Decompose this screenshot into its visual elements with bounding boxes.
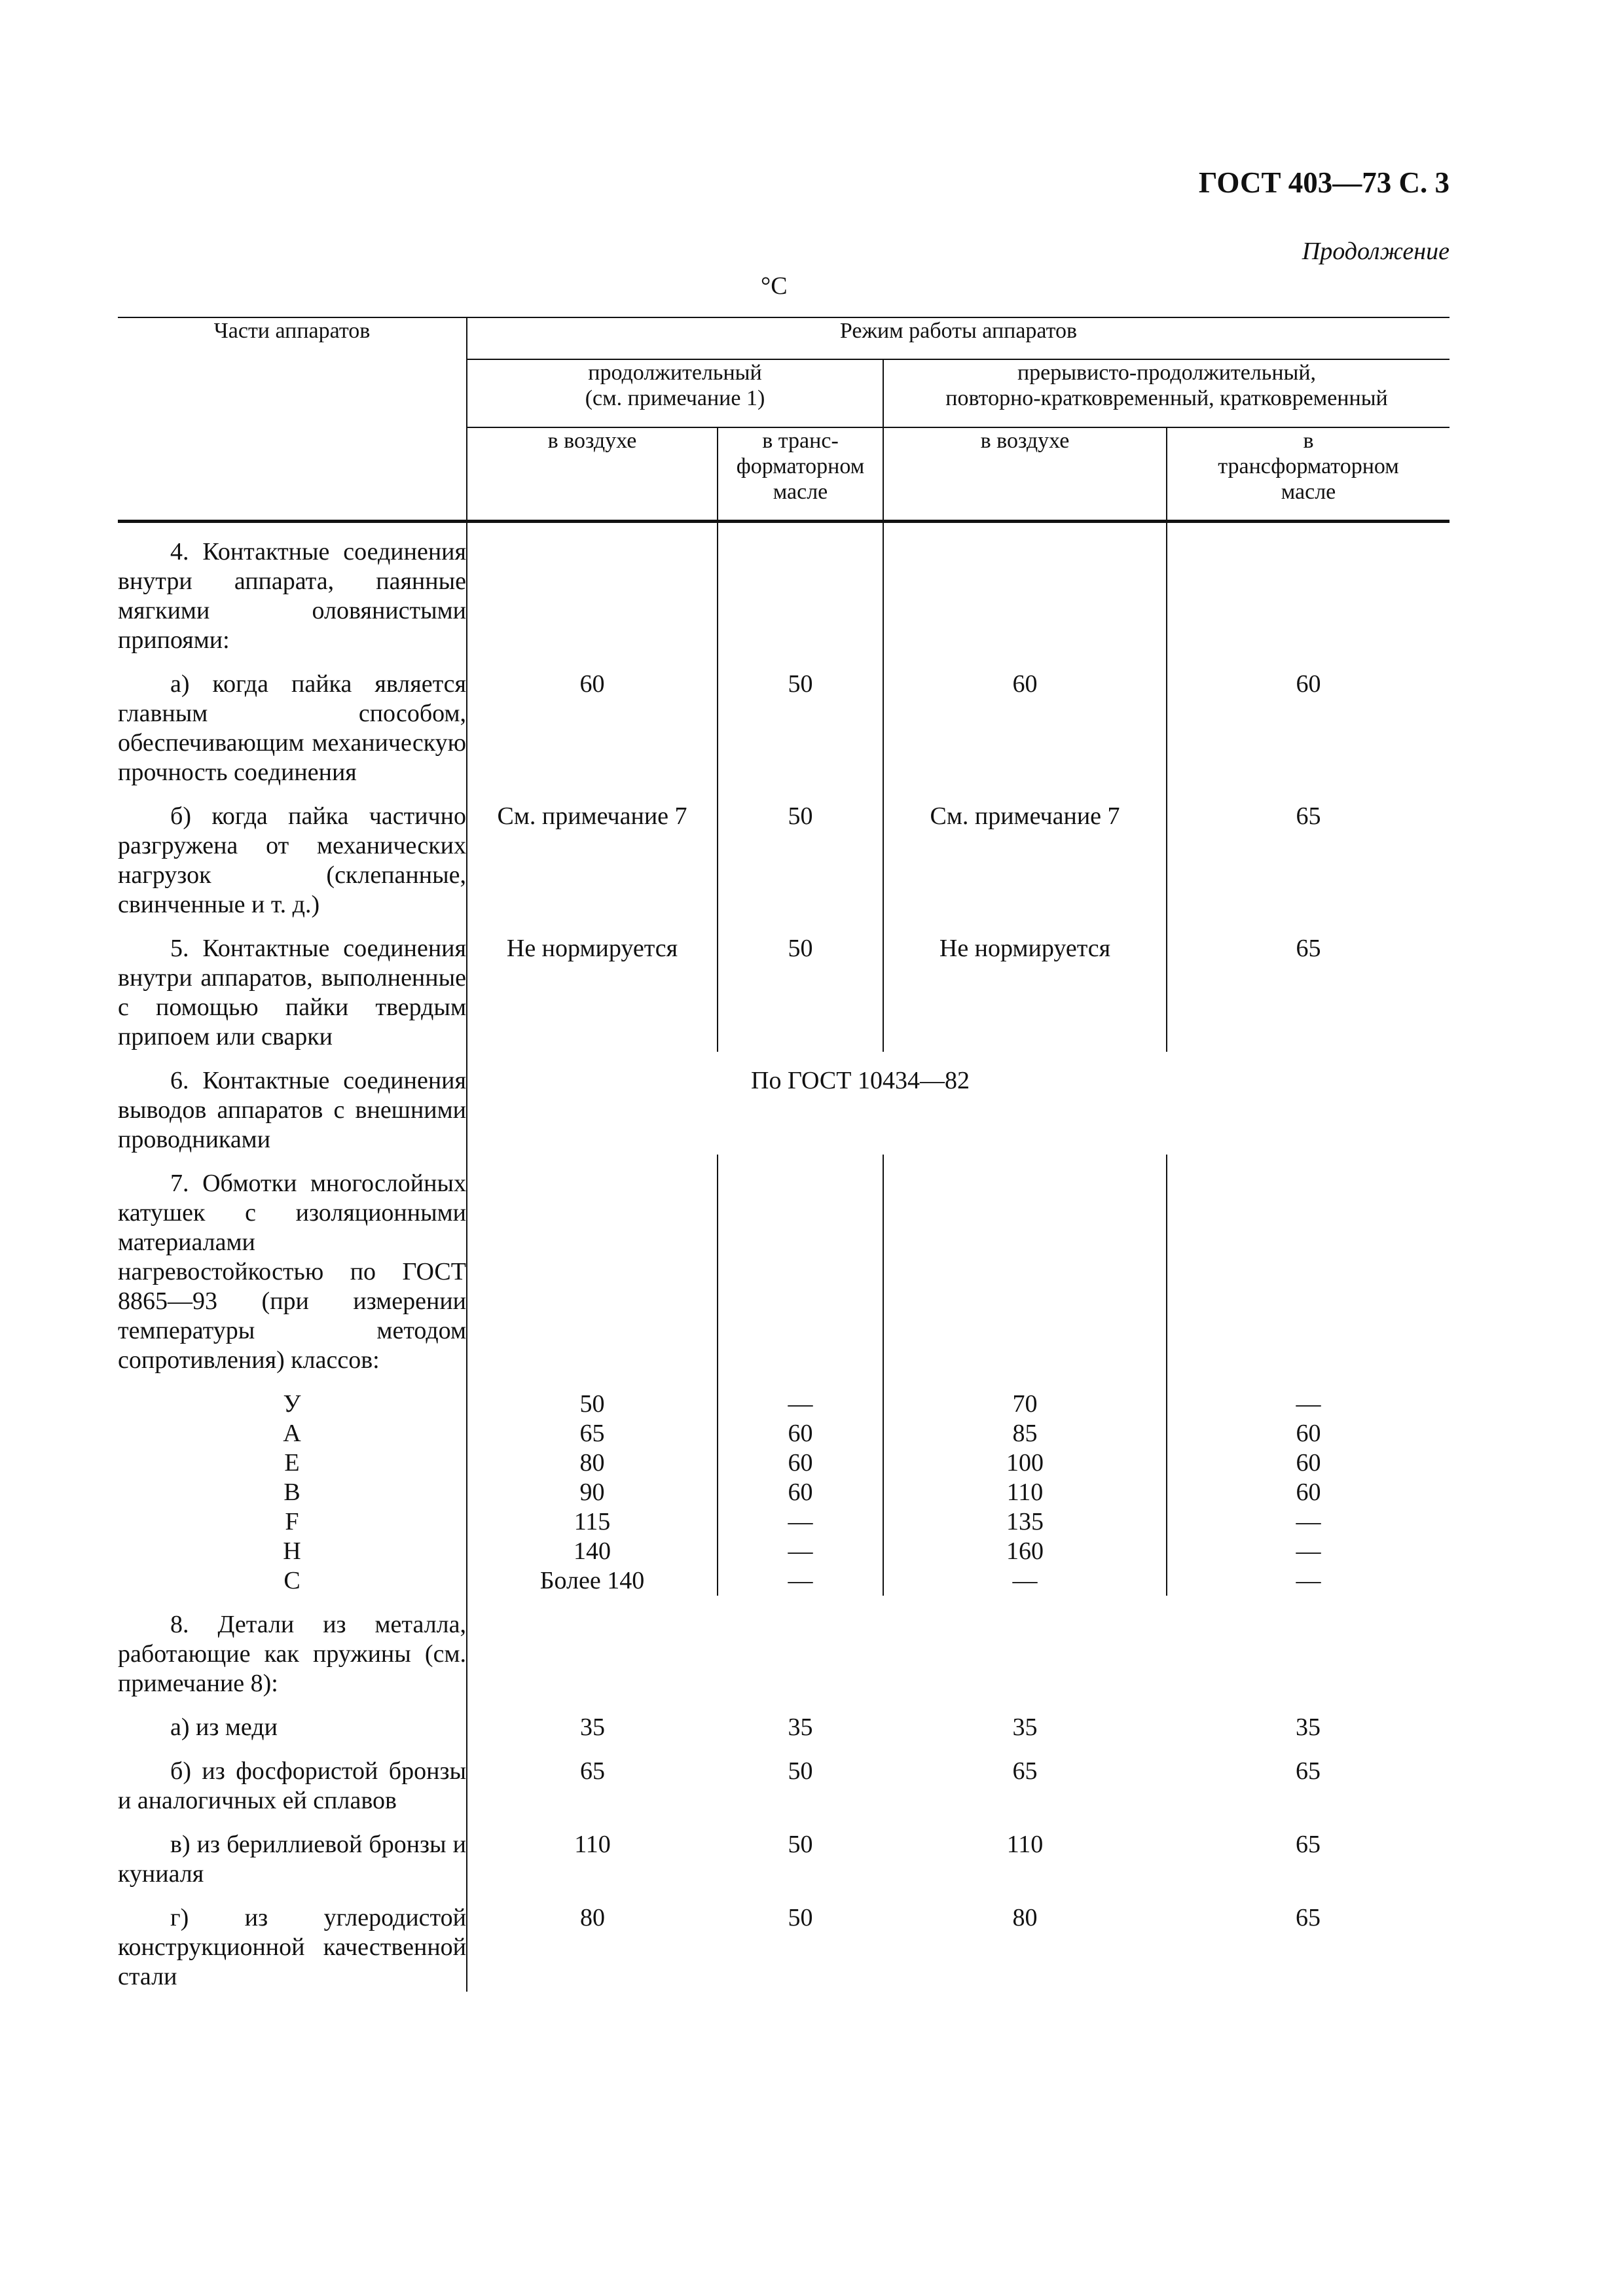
cell-value: 60	[883, 655, 1167, 787]
table-row	[118, 1596, 1450, 1698]
cell-value: 60	[1167, 655, 1450, 787]
cell-value: 65	[1012, 1757, 1038, 1785]
unit-label: °С	[761, 272, 788, 300]
row-label: г) из углеродистой конструкционной качественной стали	[118, 1904, 466, 1990]
header-mode: Режим работы аппаратов	[467, 317, 1450, 359]
cell-value: 80	[1012, 1904, 1038, 1931]
cell-value: 50	[718, 655, 883, 787]
cell-value: 50 65 80 90 115 140 Более 140	[467, 1375, 718, 1596]
cell-value: 65	[1167, 787, 1450, 920]
header-oil-intermittent: в трансформаторном масле	[1167, 427, 1450, 522]
header-parts: Части аппаратов	[118, 317, 467, 522]
cell-value: 65	[1296, 1831, 1321, 1858]
cell-value: 65	[1296, 1904, 1321, 1931]
row-label: в) из бериллиевой бронзы и куниаля	[118, 1831, 466, 1888]
cell-value: — 60 60 60 — — —	[1167, 1375, 1450, 1596]
header-intermittent: прерывисто-продолжительный, повторно-кратковременный, кратковременный	[883, 359, 1450, 427]
table-row	[118, 1698, 1450, 1742]
header-air-intermittent: в воздухе	[883, 427, 1167, 522]
cell-value: 35	[788, 1713, 813, 1741]
cell-value: См. примечание 7	[467, 787, 718, 920]
cell-value: 50	[788, 1831, 813, 1858]
continuation-label: Продолжение	[1302, 238, 1450, 265]
cell-value: 65	[1167, 920, 1450, 1052]
cell-value: 50	[718, 787, 883, 920]
table-row	[118, 1816, 1450, 1889]
cell-value: Не нормируется	[883, 920, 1167, 1052]
cell-value: 60	[467, 655, 718, 787]
cell-value: По ГОСТ 10434—82	[467, 1052, 1450, 1155]
row-label: а) когда пайка является главным способом, обеспечивающим механическую прочность соединения	[118, 670, 466, 786]
row-label: 5. Контактные соединения внутри аппаратов, выполненные с помощью пайки твердым припоем или сварки	[118, 935, 466, 1050]
cell-value: 70 85 100 110 135 160 —	[883, 1375, 1167, 1596]
cell-value: 35	[1012, 1713, 1038, 1741]
table-row	[118, 787, 1450, 920]
row-label: 6. Контактные соединения выводов аппаратов с внешними проводниками	[118, 1067, 466, 1153]
table-row	[118, 920, 1450, 1052]
cell-value: 110	[1006, 1831, 1044, 1858]
cell-value: 65	[467, 1742, 718, 1816]
cell-value: 110	[467, 1816, 718, 1889]
cell-value: 65	[1296, 1757, 1321, 1785]
header-air-continuous: в воздухе	[467, 427, 718, 522]
header-continuous: продолжительный (см. примечание 1)	[467, 359, 883, 427]
cell-value: 50	[718, 920, 883, 1052]
table-row	[118, 1889, 1450, 1992]
table-row	[118, 1052, 1450, 1155]
row-label: б) когда пайка частично разгружена от механических нагрузок (склепанные, свинченные и т. д.)	[118, 802, 466, 918]
table-row	[118, 522, 1450, 656]
table-row	[118, 655, 1450, 787]
header-oil-continuous: в транс- форматорном масле	[718, 427, 883, 522]
class-labels: У А Е В F Н С	[283, 1390, 301, 1594]
cell-value: 80	[467, 1889, 718, 1992]
cell-value: 50	[788, 1757, 813, 1785]
cell-value: 50	[788, 1904, 813, 1931]
table-row	[118, 1742, 1450, 1816]
cell-value: 35	[467, 1698, 718, 1742]
row-label: 7. Обмотки многослойных катушек с изоляционными материалами нагревостойкостью по ГОСТ 8865—93 (при измерении температуры методом сопротивления) классов:	[118, 1170, 466, 1374]
row-label: б) из фосфористой бронзы и аналогичных ей сплавов	[118, 1757, 466, 1814]
cell-value: 35	[1296, 1713, 1321, 1741]
cell-value: — 60 60 60 — — —	[718, 1375, 883, 1596]
cell-value: Не нормируется	[467, 920, 718, 1052]
row-label: 8. Детали из металла, работающие как пружины (см. примечание 8):	[118, 1611, 466, 1697]
row-label: 4. Контактные соединения внутри аппарата, паянные мягкими оловянистыми припоями:	[118, 538, 466, 654]
temperature-table	[118, 317, 1450, 1992]
row-label: а) из меди	[170, 1713, 278, 1741]
cell-value: См. примечание 7	[883, 787, 1167, 920]
document-header: ГОСТ 403—73 С. 3	[1198, 166, 1450, 199]
table-row	[118, 1155, 1450, 1375]
table-row	[118, 1375, 1450, 1596]
